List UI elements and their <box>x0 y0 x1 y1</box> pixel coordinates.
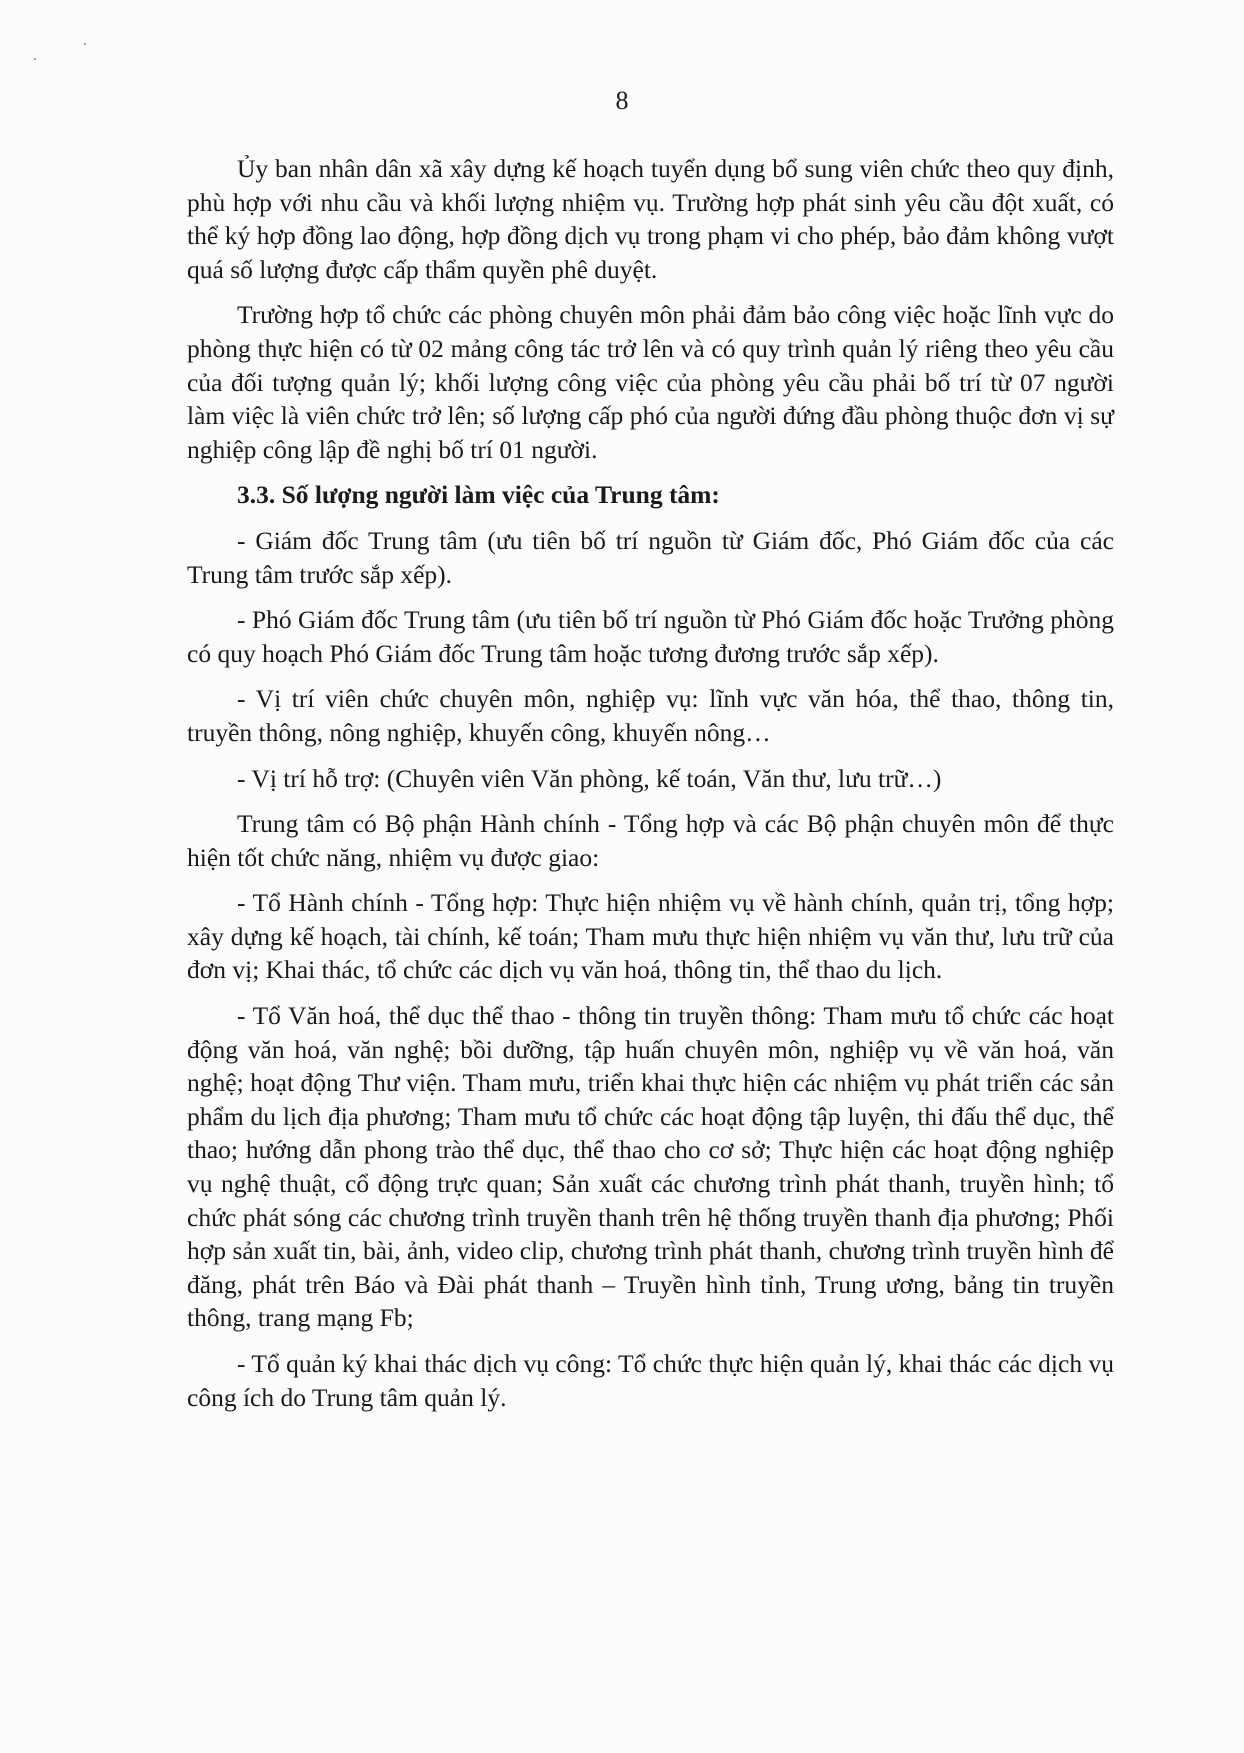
page-number: 8 <box>615 86 629 115</box>
paragraph-staff-recruitment: Ủy ban nhân dân xã xây dựng kế hoạch tuyển dụng bổ sung viên chức theo quy định, phù hợp với nhu cầu và khối lượng nhiệm vụ. Trường hợp phát sinh yêu cầu đột xuất, có thể ký hợp đồng lao động, hợp đồng dịch vụ trong phạm vi cho phép, bảo đảm không vượt quá số lượng được cấp thẩm quyền phê duyệt. <box>187 154 1114 284</box>
paragraph-director: - Giám đốc Trung tâm (ưu tiên bố trí nguồn từ Giám đốc, Phó Giám đốc của các Trung tâm trước sắp xếp). <box>187 525 1114 589</box>
scan-speck <box>34 58 36 60</box>
paragraph-admin-team: - Tổ Hành chính - Tổng hợp: Thực hiện nhiệm vụ về hành chính, quản trị, tổng hợp; xây dựng kế hoạch, tài chính, kế toán; Tham mưu thực hiện nhiệm vụ văn thư, lưu trữ của đơn vị; Khai thác, tổ chức các dịch vụ văn hoá, thông tin, thể thao du lịch. <box>187 888 1114 985</box>
scan-speck <box>84 43 86 45</box>
paragraph-department-organization: Trường hợp tổ chức các phòng chuyên môn phải đảm bảo công việc hoặc lĩnh vực do phòng thực hiện có từ 02 mảng công tác trở lên và có quy trình quản lý riêng theo yêu cầu của đối tượng quản lý; khối lượng công việc của phòng yêu cầu phải bố trí từ 07 người làm việc là viên chức trở lên; số lượng cấp phó của người đứng đầu phòng thuộc đơn vị sự nghiệp công lập đề nghị bố trí 01 người. <box>187 300 1114 464</box>
paragraph-public-services-team: - Tổ quản ký khai thác dịch vụ công: Tổ chức thực hiện quản lý, khai thác các dịch vụ công ích do Trung tâm quản lý. <box>187 1349 1114 1412</box>
paragraph-center-structure: Trung tâm có Bộ phận Hành chính - Tổng hợp và các Bộ phận chuyên môn để thực hiện tốt chức năng, nhiệm vụ được giao: <box>187 809 1114 872</box>
paragraph-deputy-director: - Phó Giám đốc Trung tâm (ưu tiên bố trí nguồn từ Phó Giám đốc hoặc Trưởng phòng có quy hoạch Phó Giám đốc Trung tâm hoặc tương đương trước sắp xếp). <box>187 605 1114 668</box>
document-body <box>187 152 1114 1426</box>
paragraph-support-staff: - Vị trí hỗ trợ: (Chuyên viên Văn phòng, kế toán, Văn thư, lưu trữ…) <box>237 763 942 793</box>
paragraph-professional-staff: - Vị trí viên chức chuyên môn, nghiệp vụ: lĩnh vực văn hóa, thể thao, thông tin, truyền thông, nông nghiệp, khuyến công, khuyến nông… <box>187 684 1114 747</box>
paragraph-culture-sports-team: - Tổ Văn hoá, thể dục thể thao - thông tin truyền thông: Tham mưu tổ chức các hoạt động văn hoá, văn nghệ; bồi dưỡng, tập huấn chuyên môn, nghiệp vụ về văn hoá, văn nghệ; hoạt động Thư viện. Tham mưu, triển khai thực hiện các nhiệm vụ phát triển các sản phẩm du lịch địa phương; Tham mưu tổ chức các hoạt động tập luyện, thi đấu thể dục, thể thao; hướng dẫn phong trào thể dục, thể thao cho cơ sở; Thực hiện các hoạt động nghiệp vụ nghệ thuật, cổ động trực quan; Sản xuất các chương trình phát thanh, truyền hình; tổ chức phát sóng các chương trình truyền thanh trên hệ thống truyền thanh địa phương; Phối hợp sản xuất tin, bài, ảnh, video clip, chương trình phát thanh, chương trình truyền hình để đăng, phát trên Báo và Đài phát thanh – Truyền hình tỉnh, Trung ương, bảng tin truyền thông, trang mạng Fb; <box>187 1001 1114 1333</box>
section-heading: 3.3. Số lượng người làm việc của Trung tâm: <box>237 480 720 510</box>
